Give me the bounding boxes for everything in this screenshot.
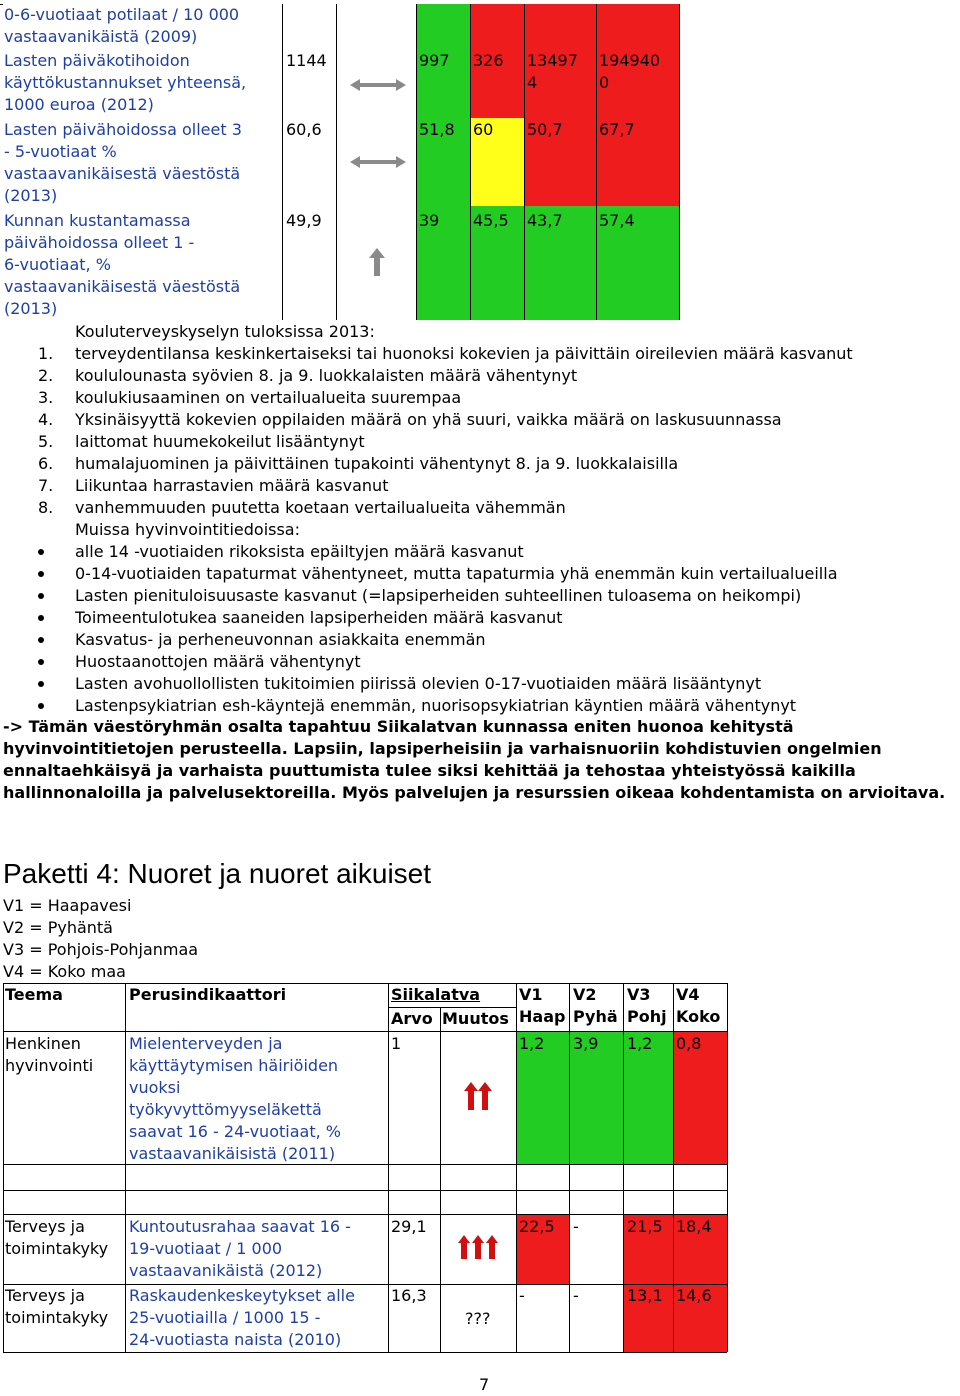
survey-item: Yksinäisyyttä kokevien oppilaiden määrä on yhä suuri, vaikka määrä on laskusuunnassa bbox=[75, 410, 782, 429]
top-row-v1: 39 bbox=[419, 211, 440, 230]
top-row-v4: 67,7 bbox=[599, 120, 635, 139]
survey-item-number: 6. bbox=[38, 454, 54, 473]
survey-item-number: 2. bbox=[38, 366, 54, 385]
arrow-up-icon bbox=[369, 248, 385, 276]
top-row-v2: 60 bbox=[473, 120, 494, 139]
header-arvo: Arvo bbox=[391, 1009, 433, 1028]
row-v4: 14,6 bbox=[676, 1286, 712, 1305]
bullet-item: Huostaanottojen määrä vähentynyt bbox=[75, 652, 361, 671]
row-teema: Terveys ja toimintakyky bbox=[5, 1286, 109, 1327]
row-teema: Terveys ja toimintakyky bbox=[5, 1217, 109, 1258]
bullet-icon bbox=[38, 549, 44, 555]
survey-item: humalajuominen ja päivittäinen tupakointi vähentynyt 8. ja 9. luokkalaisilla bbox=[75, 454, 679, 473]
bullet-icon bbox=[38, 593, 44, 599]
top-row-arvo: 60,6 bbox=[286, 120, 322, 139]
header-muutos: Muutos bbox=[442, 1009, 509, 1028]
bullet-icon bbox=[38, 681, 44, 687]
bullet-item: Toimeentulotukea saaneiden lapsiperheiden määrä kasvanut bbox=[75, 608, 563, 627]
page-title: Paketti 4: Nuoret ja nuoret aikuiset bbox=[3, 858, 432, 889]
top-row-label: Lasten päivähoidossa olleet 3 - 5-vuotiaat % vastaavanikäisestä väestöstä (2013) bbox=[4, 120, 242, 205]
row-v4: 0,8 bbox=[676, 1034, 702, 1053]
survey-item-number: 5. bbox=[38, 432, 54, 451]
top-row-v4: 57,4 bbox=[599, 211, 635, 230]
col-v3-red bbox=[524, 4, 596, 206]
bullet-item: alle 14 -vuotiaiden rikoksista epäiltyjen määrä kasvanut bbox=[75, 542, 524, 561]
col-v4-red bbox=[596, 4, 679, 206]
header-v3: V3 bbox=[627, 985, 651, 1004]
header-v2: V2 bbox=[573, 985, 597, 1004]
top-row-v2: 45,5 bbox=[473, 211, 509, 230]
top-row-v1: 997 bbox=[419, 51, 450, 70]
arrow-left-right-icon bbox=[350, 77, 406, 93]
bullet-icon bbox=[38, 571, 44, 577]
top-row-v1: 51,8 bbox=[419, 120, 455, 139]
row-indicator: Raskaudenkeskeytykset alle 25-vuotiailla / 1000 15 - 24-vuotiasta naista (2010) bbox=[129, 1286, 355, 1349]
row-v1: - bbox=[519, 1286, 525, 1305]
bullet-icon bbox=[38, 703, 44, 709]
top-row-arvo: 1144 bbox=[286, 51, 327, 70]
survey-item-number: 3. bbox=[38, 388, 54, 407]
header-v1-short: Haap bbox=[519, 1007, 566, 1026]
row-v3: 13,1 bbox=[627, 1286, 663, 1305]
survey-item: vanhemmuuden puutetta koetaan vertailualueita vähemmän bbox=[75, 498, 566, 517]
survey-item: koulukiusaaminen on vertailualueita suurempaa bbox=[75, 388, 462, 407]
bullet-item: Lasten avohuollollisten tukitoimien piirissä olevien 0-17-vuotiaiden määrä lisääntynyt bbox=[75, 674, 762, 693]
bullet-item: Kasvatus- ja perheneuvonnan asiakkaita enemmän bbox=[75, 630, 486, 649]
header-siikalatva: Siikalatva bbox=[391, 985, 481, 1004]
top-row-v2: 326 bbox=[473, 51, 504, 70]
survey-item-number: 8. bbox=[38, 498, 54, 517]
row-v2: - bbox=[573, 1217, 579, 1236]
top-row-v3: 13497 4 bbox=[527, 51, 578, 92]
bullet-item: 0-14-vuotiaiden tapaturmat vähentyneet, mutta tapaturmia yhä enemmän kuin vertailualueilla bbox=[75, 564, 838, 583]
top-row-label: Lasten päiväkotihoidon käyttökustannukset yhteensä, 1000 euroa (2012) bbox=[4, 51, 247, 114]
bullet-icon bbox=[38, 659, 44, 665]
row-arvo: 29,1 bbox=[391, 1217, 427, 1236]
row-indicator: Kuntoutusrahaa saavat 16 - 19-vuotiaat / 1 000 vastaavanikäistä (2012) bbox=[129, 1217, 351, 1280]
header-v1: V1 bbox=[519, 985, 543, 1004]
row-arvo: 1 bbox=[391, 1034, 402, 1053]
survey-item-number: 7. bbox=[38, 476, 54, 495]
row-teema: Henkinen hyvinvointi bbox=[5, 1034, 94, 1075]
row-indicator: Mielenterveyden ja käyttäytymisen häiriöiden vuoksi työkyvyttömyyseläkettä saavat 16 - 24-vuotiaat, % vastaavanikäisistä (2011) bbox=[129, 1034, 341, 1163]
header-perusindikaattori: Perusindikaattori bbox=[129, 985, 287, 1004]
legend-item: V1 = Haapavesi bbox=[3, 896, 132, 915]
survey-item-number: 4. bbox=[38, 410, 54, 429]
arrow-up-2-icon bbox=[464, 1082, 492, 1110]
header-v2-short: Pyhä bbox=[573, 1007, 618, 1026]
arrow-left-right-icon bbox=[350, 154, 406, 170]
survey-item: koululounasta syövien 8. ja 9. luokkalaisten määrä vähentynyt bbox=[75, 366, 578, 385]
row-v4: 18,4 bbox=[676, 1217, 712, 1236]
survey-item: laittomat huumekokeilut lisääntynyt bbox=[75, 432, 365, 451]
survey-intro: Kouluterveyskyselyn tuloksissa 2013: bbox=[75, 322, 375, 341]
row-muutos: ??? bbox=[465, 1309, 491, 1328]
header-v4-short: Koko bbox=[676, 1007, 721, 1026]
arrow-up-3-icon bbox=[458, 1235, 498, 1259]
legend-item: V3 = Pohjois-Pohjanmaa bbox=[3, 940, 199, 959]
row-v2: - bbox=[573, 1286, 579, 1305]
legend-item: V2 = Pyhäntä bbox=[3, 918, 113, 937]
row-v1: 1,2 bbox=[519, 1034, 545, 1053]
row-v1: 22,5 bbox=[519, 1217, 555, 1236]
survey-item-number: 1. bbox=[38, 344, 54, 363]
top-row-arvo: 49,9 bbox=[286, 211, 322, 230]
row-v3: 1,2 bbox=[627, 1034, 653, 1053]
bullet-icon bbox=[38, 637, 44, 643]
row-v2: 3,9 bbox=[573, 1034, 599, 1053]
top-row-v3: 50,7 bbox=[527, 120, 563, 139]
header-v3-short: Pohj bbox=[627, 1007, 667, 1026]
top-row-label: 0-6-vuotiaat potilaat / 10 000 vastaavanikäistä (2009) bbox=[4, 5, 240, 46]
top-row-v4: 194940 0 bbox=[599, 51, 661, 92]
survey-item: Liikuntaa harrastavien määrä kasvanut bbox=[75, 476, 389, 495]
page-number: 7 bbox=[479, 1375, 490, 1394]
bullet-item: Lasten pienituloisuusaste kasvanut (=lapsiperheiden suhteellinen tuloasema on heikompi) bbox=[75, 586, 802, 605]
top-row-v3: 43,7 bbox=[527, 211, 563, 230]
bullet-item: Lastenpsykiatrian esh-käyntejä enemmän, nuorisopsykiatrian käyntien määrä vähentynyt bbox=[75, 696, 797, 715]
row-arvo: 16,3 bbox=[391, 1286, 427, 1305]
survey-item: terveydentilansa keskinkertaiseksi tai huonoksi kokevien ja päivittäin oireilevien määrä kasvanut bbox=[75, 344, 853, 363]
top-row-label: Kunnan kustantamassa päivähoidossa olleet 1 - 6-vuotiaat, % vastaavanikäisestä väestöstä (2013) bbox=[4, 211, 241, 318]
bullet-icon bbox=[38, 615, 44, 621]
legend-item: V4 = Koko maa bbox=[3, 962, 126, 981]
row-v3: 21,5 bbox=[627, 1217, 663, 1236]
other-intro: Muissa hyvinvointitiedoissa: bbox=[75, 520, 300, 539]
conclusion-paragraph: -> Tämän väestöryhmän osalta tapahtuu Siikalatvan kunnassa eniten huonoa kehitystä hyvinvointitietojen perusteella. Lapsiin, lapsiperheisiin ja varhaisnuoriin kohdistuvien ongelmien ennaltaehkäisyä ja varhaista puuttumista tulee siksi kehittää ja tehostaa yhteistyössä kaikilla hallinnonaloilla ja palvelusektoreilla. Myös palvelujen ja resurssien oikeaa kohdentamista on arvioitava. bbox=[3, 717, 946, 802]
header-teema: Teema bbox=[5, 985, 63, 1004]
header-v4: V4 bbox=[676, 985, 700, 1004]
